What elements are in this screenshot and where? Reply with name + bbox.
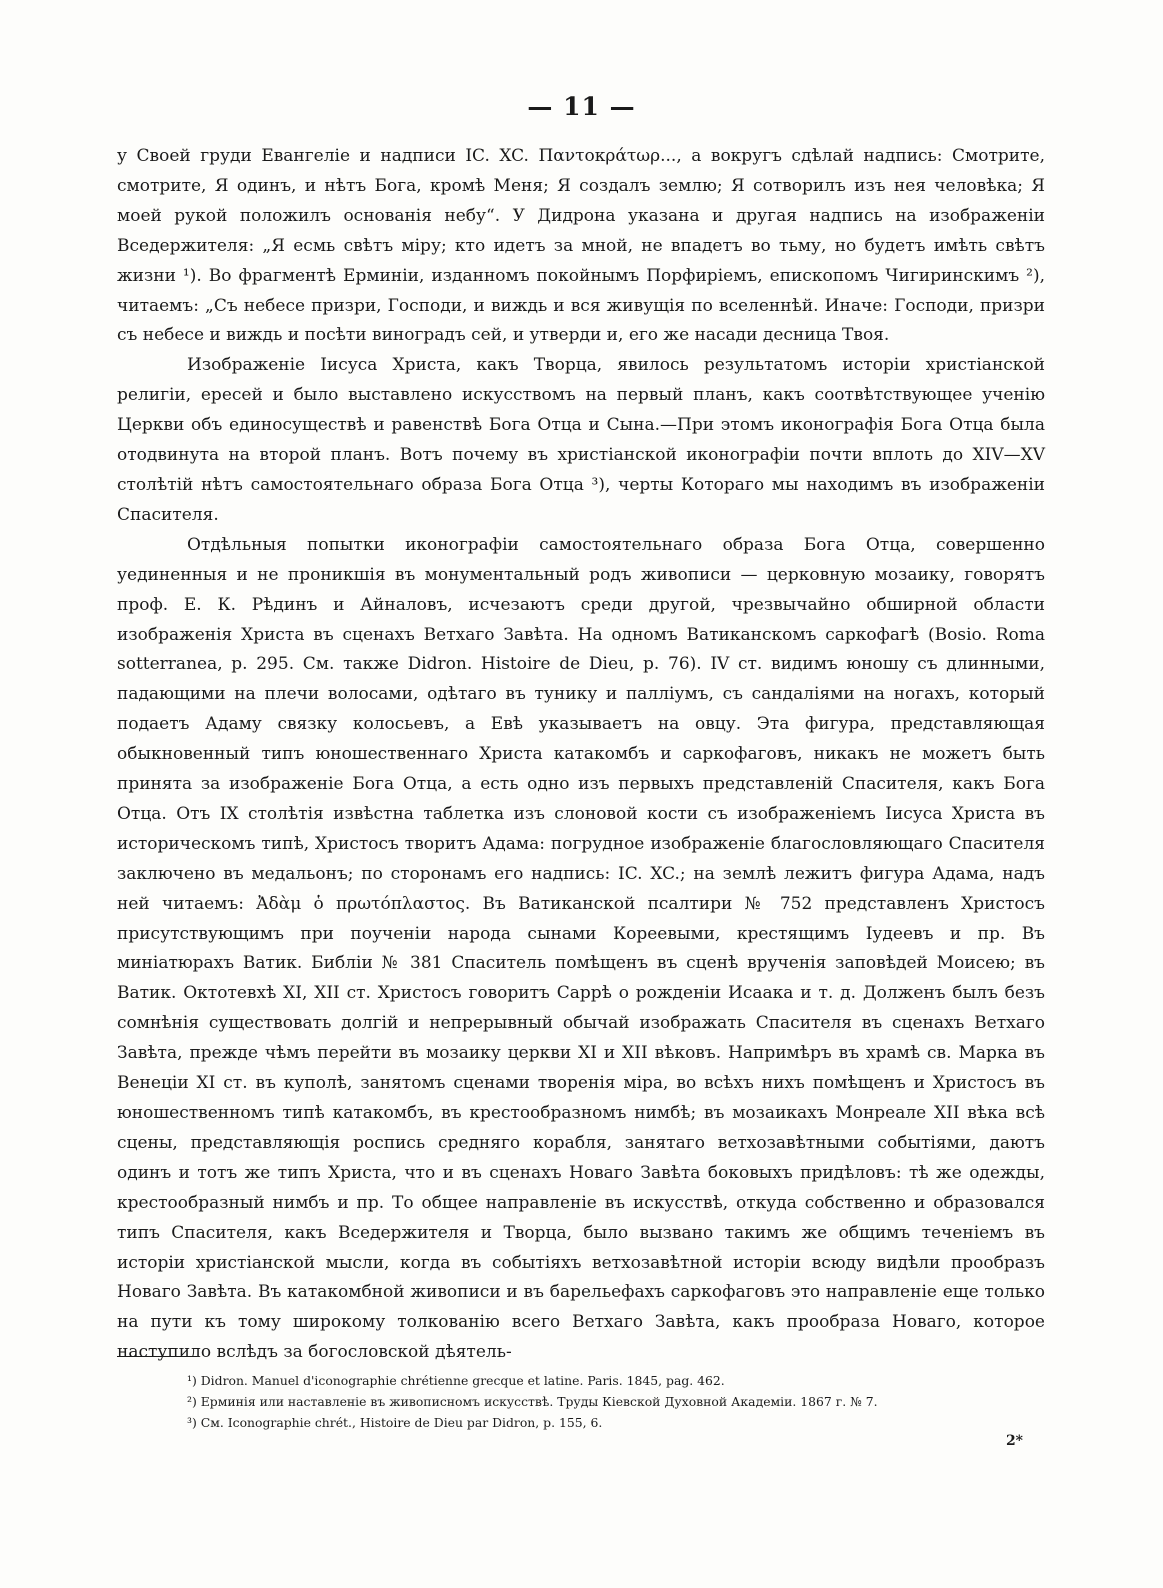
paragraph-3: Отдѣльныя попытки иконографіи самостоятельнаго образа Бога Отца, совершенно уединенныя и не проникшія въ монументальный родъ живописи — церковную мозаику, говорятъ проф. Е. К. Рѣдинъ и Айналовъ, исчезаютъ среди другой, чрезвычайно обширной области изображенія Христа въ сценахъ Ветхаго Завѣта. На одномъ Ватиканскомъ саркофагѣ (Bosio. Roma sotterranea, p. 295. См. также Didron. Histoire de Dieu, p. 76). IV ст. видимъ юношу съ длинными, падающими на плечи волосами, одѣтаго въ тунику и паллiумъ, съ сандаліями на ногахъ, который подаетъ Адаму связку колосьевъ, а Евѣ указываетъ на овцу. Эта фигура, представляющая обыкновенный типъ юношественнаго Христа катакомбъ и саркофаговъ, никакъ не можетъ быть принята за изображеніе Бога Отца, а есть одно изъ первыхъ представленій Спасителя, какъ Бога Отца. Отъ IX столѣтія извѣстна таблетка изъ слоновой кости съ изображеніемъ Іисуса Христа въ историческомъ типѣ, Христосъ творитъ Адама: погрудное изображеніе благословляющаго Спасителя заключено въ медальонъ; по сторонамъ его надпись: IC. XC.; на землѣ лежитъ фигура Адама, надъ ней читаемъ: Ἀδὰμ ὁ πρωτόπλαστος. Въ Ватиканской псалтири № 752 представленъ Христосъ присутствующимъ при поученіи народа сынами Кореевыми, крестящимъ Іудеевъ и пр. Въ миніатюрахъ Ватик. Библіи № 381 Спаситель помѣщенъ въ сценѣ врученія заповѣдей Моисею; въ Ватик. Октотевхѣ XI, XII ст. Христосъ говоритъ Саррѣ о рожденіи Исаака и т. д. Долженъ былъ безъ сомнѣнія существовать долгій и непрерывный обычай изображать Спасителя въ сценахъ Ветхаго Завѣта, прежде чѣмъ перейти въ мозаику церкви XI и XII вѣковъ. Напримѣръ въ храмѣ св. Марка въ Венеціи XI ст. въ куполѣ, занятомъ сценами творенія міра, во всѣхъ нихъ помѣщенъ и Христосъ въ юношественномъ типѣ катакомбъ, въ крестообразномъ нимбѣ; въ мозаикахъ Монреале XII вѣка всѣ сцены, представляющія роспись средняго корабля, занятаго ветхозавѣтными событіями, даютъ одинъ и тотъ же типъ Христа, что и въ сценахъ Новаго Завѣта боковыхъ придѣловъ: тѣ же одежды, крестообразный нимбъ и пр. То общее направленіе въ искусствѣ, откуда собственно и образовался типъ Спасителя, какъ Вседержителя и Творца, было вызвано такимъ же общимъ теченіемъ въ исторіи христіанской мысли, когда въ событіяхъ ветхозавѣтной исторіи всюду видѣли прообразъ Новаго Завѣта. Въ катакомбной живописи и въ барельефахъ саркофаговъ это направленіе еще только на пути къ тому широкому толкованію всего Ветхаго Завѣта, какъ прообраза Новаго, которое наступило вслѣдъ за богословской дѣятель- xyxy=(117,534,1045,1363)
page-number: — 11 — xyxy=(527,92,636,121)
paragraph-2: Изображеніе Іисуса Христа, какъ Творца, явилось результатомъ исторіи христіанской религіи, ересей и было выставлено искусствомъ на первый планъ, какъ соотвѣтствующее ученію Церкви объ единосуществѣ и равенствѣ Бога Отца и Сына.—При этомъ иконографія Бога Отца была отодвинута на второй планъ. Вотъ почему въ христіанской иконографіи почти вплоть до XIV—XV столѣтій нѣтъ самостоятельнаго образа Бога Отца ³), черты Котораго мы находимъ въ изображеніи Спасителя. xyxy=(117,355,1045,525)
footnotes xyxy=(187,1370,1037,1433)
footnote-1: ¹) Didron. Manuel d'iconographie chrétienne grecque et latine. Paris. 1845, pag. 462. xyxy=(187,1373,725,1388)
footnote-divider xyxy=(117,1356,197,1357)
signature-mark: 2* xyxy=(1005,1433,1023,1449)
paragraph-1: у Своей груди Евангеліе и надписи IC. XC. Παντοκράτωρ..., а вокругъ сдѣлай надпись: Смотрите, смотрите, Я одинъ, и нѣтъ Бога, кромѣ Меня; Я создалъ землю; Я сотворилъ изъ нея человѣка; Я моей рукой положилъ основанія небу“. У Дидрона указана и другая надпись на изображеніи Вседержителя: „Я есмь свѣтъ міру; кто идетъ за мной, не впадетъ во тьму, но будетъ имѣть свѣтъ жизни ¹). Во фрагментѣ Ерминіи, изданномъ покойнымъ Порфиріемъ, епископомъ Чигиринскимъ ²), читаемъ: „Съ небесе призри, Господи, и виждь и вся живущія по вселеннѣй. Иначе: Господи, призри съ небесе и виждь и посѣти виноградъ сей, и утверди и, его же насади десница Твоя. xyxy=(117,146,1045,346)
footnote-2: ²) Ерминія или наставленіе въ живописномъ искусствѣ. Труды Кіевской Духовной Академіи. 1867 г. № 7. xyxy=(187,1394,878,1409)
footnote-3: ³) См. Iconographie chrét., Histoire de Dieu par Didron, p. 155, 6. xyxy=(187,1415,603,1430)
main-text xyxy=(117,142,1045,1368)
